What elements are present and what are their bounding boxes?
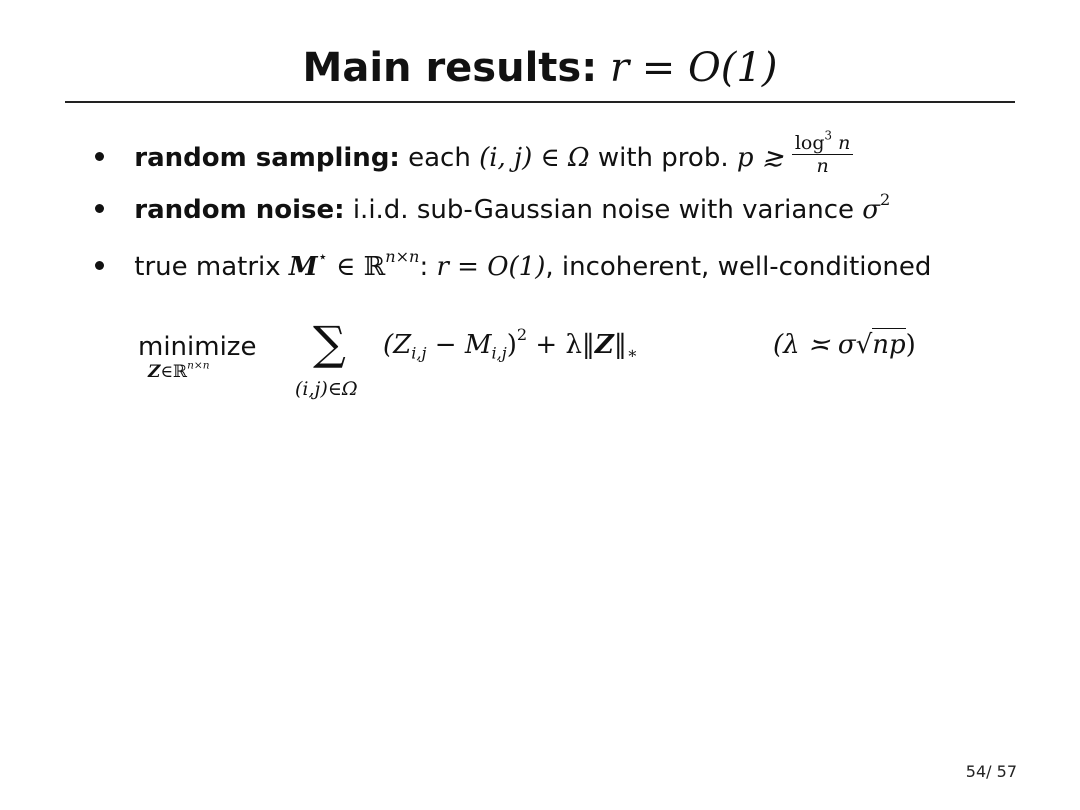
bullet-text: i.i.d. sub-Gaussian noise with variance <box>352 195 855 225</box>
fraction <box>792 128 853 177</box>
bullet-dot <box>95 204 104 213</box>
minimize-operator: minimize <box>138 332 257 362</box>
bullet-dot <box>95 152 104 161</box>
summation-subscript: (i,j)∈Ω <box>295 378 358 400</box>
bullet-text: each <box>408 143 471 173</box>
bullet-text: : <box>419 252 429 282</box>
page-number: 54/ 57 <box>965 762 1017 781</box>
bullet-text: with prob. <box>597 143 729 173</box>
bullet-math: r = O(1) <box>436 252 546 282</box>
bullet-text: , incoherent, well-conditioned <box>545 252 932 282</box>
bullet-math: M⋆ ∈ ℝ$^{n\times n}$ <box>288 247 420 282</box>
bullet-text: true matrix <box>134 252 281 282</box>
fraction-denominator: n <box>816 155 829 177</box>
optimization-formula <box>138 318 958 418</box>
title-math-eq: = <box>641 45 676 91</box>
title-text: Main results: <box>302 45 598 91</box>
bullet-bold-label: random noise: <box>134 195 345 225</box>
bullet-math: (i, j) ∈ Ω <box>479 143 590 173</box>
bullet-math: $\sigma^2$ <box>862 190 891 225</box>
summation-body: $(Z_{i,j} - M_{i,j})^2$ + $\lambda‖Z‖_∗$ <box>383 325 638 363</box>
fraction-numerator: $\log^3 n$ <box>792 132 853 155</box>
bullet-bold-label: random sampling: <box>134 143 400 173</box>
bullet-random-noise <box>95 190 891 227</box>
bullet-random-sampling <box>95 128 853 181</box>
title-rule <box>65 101 1015 103</box>
title-math-lhs: r <box>609 45 630 91</box>
summation-symbol: ∑ <box>313 316 346 370</box>
lambda-note: (λ ≍ σ√np) <box>773 330 916 360</box>
title-math <box>610 45 778 91</box>
bullet-true-matrix <box>95 247 932 284</box>
title-math-rhs: O(1) <box>688 45 778 91</box>
bullet-dot <box>95 261 104 270</box>
minimize-subscript: Z∈ℝ$^{n\times n}$ <box>148 359 210 382</box>
bullet-math: p ≳ <box>736 143 784 173</box>
slide-title <box>0 40 1080 96</box>
